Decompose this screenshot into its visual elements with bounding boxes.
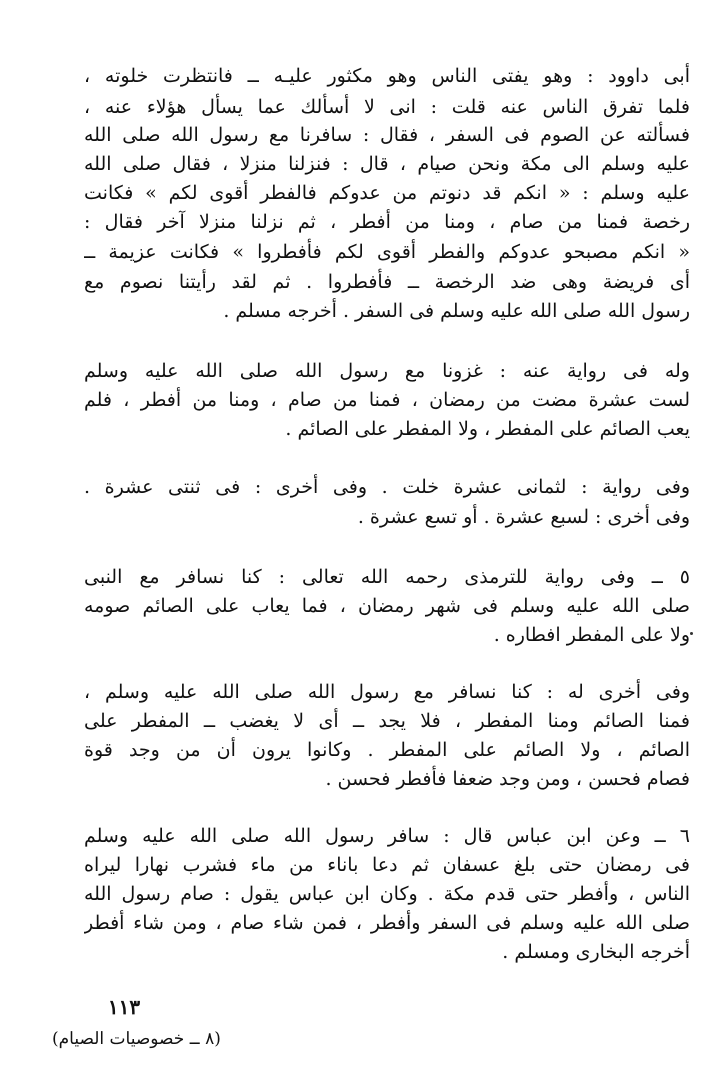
text-line: « انكم مصبحو عدوكم والفطر أقوى لكم فأفطروا » فكانت عزيمة ــ xyxy=(84,241,690,263)
text-line: رسول الله صلى الله عليه وسلم فى السفر . أخرجه مسلم . xyxy=(223,300,690,322)
text-line: فصام فحسن ، ومن وجد ضعفا فأفطر فحسن . xyxy=(325,768,690,790)
book-title-footer: (٨ ــ خصوصيات الصيام) xyxy=(52,1029,221,1049)
text-line: أخرجه البخارى ومسلم . xyxy=(502,941,690,963)
text-line: عليه وسلم الى مكة ونحن صيام ، قال : فنزلنا منزلا ، فقال صلى الله xyxy=(84,153,690,175)
stray-ink-dot xyxy=(690,632,693,635)
text-line: أبى داوود : وهو يفتى الناس وهو مكثور عليـه ــ فانتظرت خلوته ، xyxy=(84,65,690,87)
text-line: ولا على المفطر افطاره . xyxy=(493,624,690,646)
text-line: وله فى رواية عنه : غزونا مع رسول الله صلى الله عليه وسلم xyxy=(84,360,690,382)
page-number: ١١٣ xyxy=(107,995,141,1019)
text-line: ٥ ــ وفى رواية للترمذى رحمه الله تعالى : كنا نسافر مع النبى xyxy=(84,566,690,588)
text-line: الصائم ، ولا الصائم على المفطر . وكانوا يرون أن من وجد قوة xyxy=(84,739,690,761)
text-line: عليه وسلم : « انكم قد دنوتم من عدوكم فالفطر أقوى لكم » فكانت xyxy=(84,182,690,204)
text-line: وفى أخرى : لسبع عشرة . أو تسع عشرة . xyxy=(357,506,690,528)
text-line: رخصة فمنا من صام ، ومنا من أفطر ، ثم نزلنا منزلا آخر فقال : xyxy=(84,211,690,233)
text-line: يعب الصائم على المفطر ، ولا المفطر على الصائم . xyxy=(285,418,690,440)
text-line: فسألته عن الصوم فى السفر ، فقال : سافرنا مع رسول الله صلى الله xyxy=(84,124,690,146)
text-line: الناس ، وأفطر حتى قدم مكة . وكان ابن عباس يقول : صام رسول الله xyxy=(84,883,690,905)
text-line: لست عشرة مضت من رمضان ، فمنا من صام ، ومنا من أفطر ، فلم xyxy=(84,389,690,411)
text-line: فى رمضان حتى بلغ عسفان ثم دعا باناء من ماء فشرب نهارا ليراه xyxy=(84,854,690,876)
text-line: صلى الله عليه وسلم فى شهر رمضان ، فما يعاب على الصائم صومه xyxy=(84,595,690,617)
text-line: صلى الله عليه وسلم فى السفر وأفطر ، فمن شاء صام ، ومن شاء أفطر xyxy=(84,912,690,934)
text-line: ٦ ــ وعن ابن عباس قال : سافر رسول الله صلى الله عليه وسلم xyxy=(84,825,690,847)
text-line: وفى رواية : لثمانى عشرة خلت . وفى أخرى : فى ثنتى عشرة . xyxy=(84,476,690,498)
text-line: أى فريضة وهى ضد الرخصة ــ فأفطروا . ثم لقد رأيتنا نصوم مع xyxy=(84,271,690,293)
text-line: فلما تفرق الناس عنه قلت : انى لا أسألك عما يسأل هؤلاء عنه ، xyxy=(84,96,690,118)
text-line: فمنا الصائم ومنا المفطر ، فلا يجد ــ أى لا يغضب ــ المفطر على xyxy=(84,710,690,732)
text-line: وفى أخرى له : كنا نسافر مع رسول الله صلى الله عليه وسلم ، xyxy=(84,681,690,703)
